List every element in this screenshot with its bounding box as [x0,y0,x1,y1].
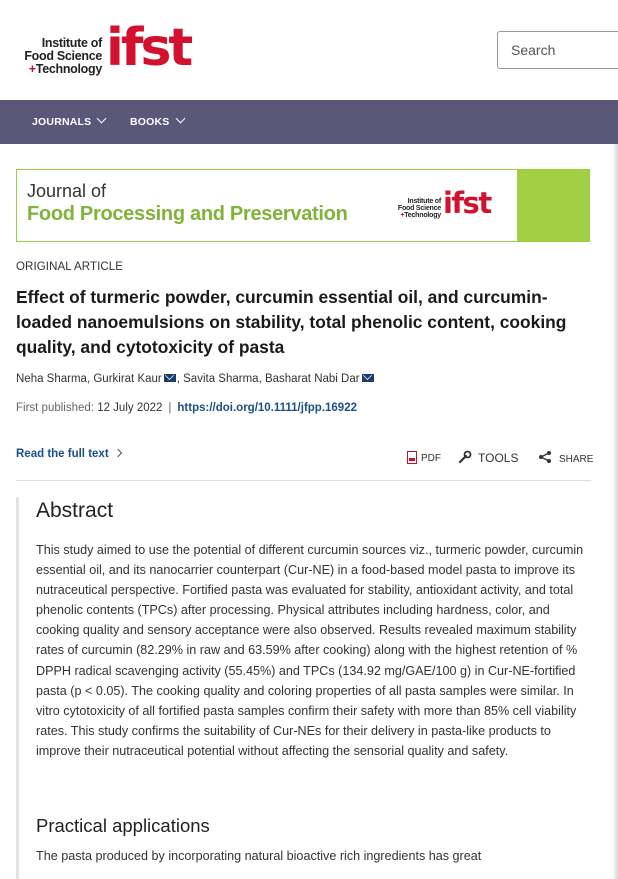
email-icon[interactable] [164,374,176,382]
logo-line [16,63,102,76]
journal-banner[interactable] [16,169,590,242]
first-published-label: First published: [16,402,94,414]
email-icon[interactable] [362,374,374,382]
tools-label: TOOLS [478,451,519,465]
search-placeholder: Search [511,42,556,58]
read-full-text-label: Read the full text [16,448,109,460]
nav-label: BOOKS [130,116,170,128]
author-separator: , [258,373,265,385]
journal-banner-line1: Journal of [27,181,107,201]
wrench-icon [458,450,472,464]
doi-link[interactable]: https://doi.org/10.1111/jfpp.16922 [177,402,357,414]
publication-info [16,402,357,414]
banner-accent-block [517,170,589,241]
logo-mark: ifst [443,186,491,220]
logo-line: Institute of [407,198,441,205]
read-full-text-link[interactable] [16,448,121,460]
search-input[interactable] [497,31,618,69]
author-list [16,373,375,385]
author-link[interactable]: Gurkirat Kaur [93,373,162,385]
logo-mark: ifst [106,18,191,78]
chevron-right-icon [113,449,121,457]
author-link[interactable]: Basharat Nabi Dar [264,373,360,385]
first-published-date: 12 July 2022 [97,402,163,414]
separator: | [168,402,172,414]
pdf-label: PDF [421,453,441,464]
nav-journals[interactable] [32,100,105,144]
author-link[interactable]: Savita Sharma [183,373,259,385]
abstract-text: This study aimed to use the potential of different curcumin sources viz., turmeric powder, curcumin essential oil, and its nanocarrier counterpart (Cur-NE) in a food-based model pasta to improve its nutraceutical perspective. Fortified pasta was evaluated for stability, antioxidant activity, and total phenolic contents (TPCs) after processing. Physical attributes including hardness, color, and cooking quality and sensory acceptance were also observed. Results revealed maximum stability rates of curcumin (82.29% in raw and 63.59% after cooking) along with the highest retention of % DPPH radical scavenging activity (55.45%) and TPCs (134.92 mg/GAE/100 g) in Cur-NE-fortified pasta (p < 0.05). The cooking quality and coloring properties of all pasta samples were similar. In vitro cytotoxicity of all fortified pasta samples confirm their safety with more than 85% cell viability rates. This study confirms the suitability of Cur-NEs for their delivery in pasta-like products to improve their nutraceutical potential without affecting the sensorial quality and safety. [36,543,584,758]
logo-line: Institute of [41,36,102,50]
nav-label: JOURNALS [32,116,92,128]
article-type: ORIGINAL ARTICLE [16,261,124,273]
journal-title: Food Processing and Preservation [27,203,348,225]
ifst-logo[interactable] [16,18,206,80]
main-nav [0,100,618,144]
page-edge-shadow [612,144,618,879]
section-divider [16,480,591,481]
logo-line: Food Science [397,205,441,212]
logo-line [395,212,441,219]
author-link[interactable]: Neha Sharma [16,373,87,385]
abstract-border [16,497,19,879]
tools-button[interactable] [458,448,518,465]
share-button[interactable] [538,448,593,465]
practical-applications-heading: Practical applications [36,815,210,836]
logo-wordmark [395,198,441,219]
site-header [0,0,618,100]
logo-line: Food Science [24,49,102,63]
ifst-banner-logo [395,186,505,225]
pdf-button[interactable] [407,448,441,464]
author-separator: , [176,373,184,385]
share-icon [538,450,552,464]
article-title: Effect of turmeric powder, curcumin essential oil, and curcumin-loaded nanoemulsions on stability, total phenolic content, cooking quality, and cytotoxicity of pasta [16,287,567,357]
logo-line-text: Technology [404,212,441,219]
author-separator: , [86,373,94,385]
logo-wordmark [16,37,102,76]
logo-line-text: Technology [35,62,102,76]
chevron-down-icon [175,114,185,124]
share-label: SHARE [559,454,594,465]
abstract-heading: Abstract [36,499,114,522]
logo-plus: + [400,212,405,219]
nav-books[interactable] [130,100,184,144]
pdf-icon [407,451,417,464]
chevron-down-icon [97,114,107,124]
logo-plus: + [28,62,36,76]
practical-applications-text: The pasta produced by incorporating natural bioactive rich ingredients has great [36,849,482,863]
